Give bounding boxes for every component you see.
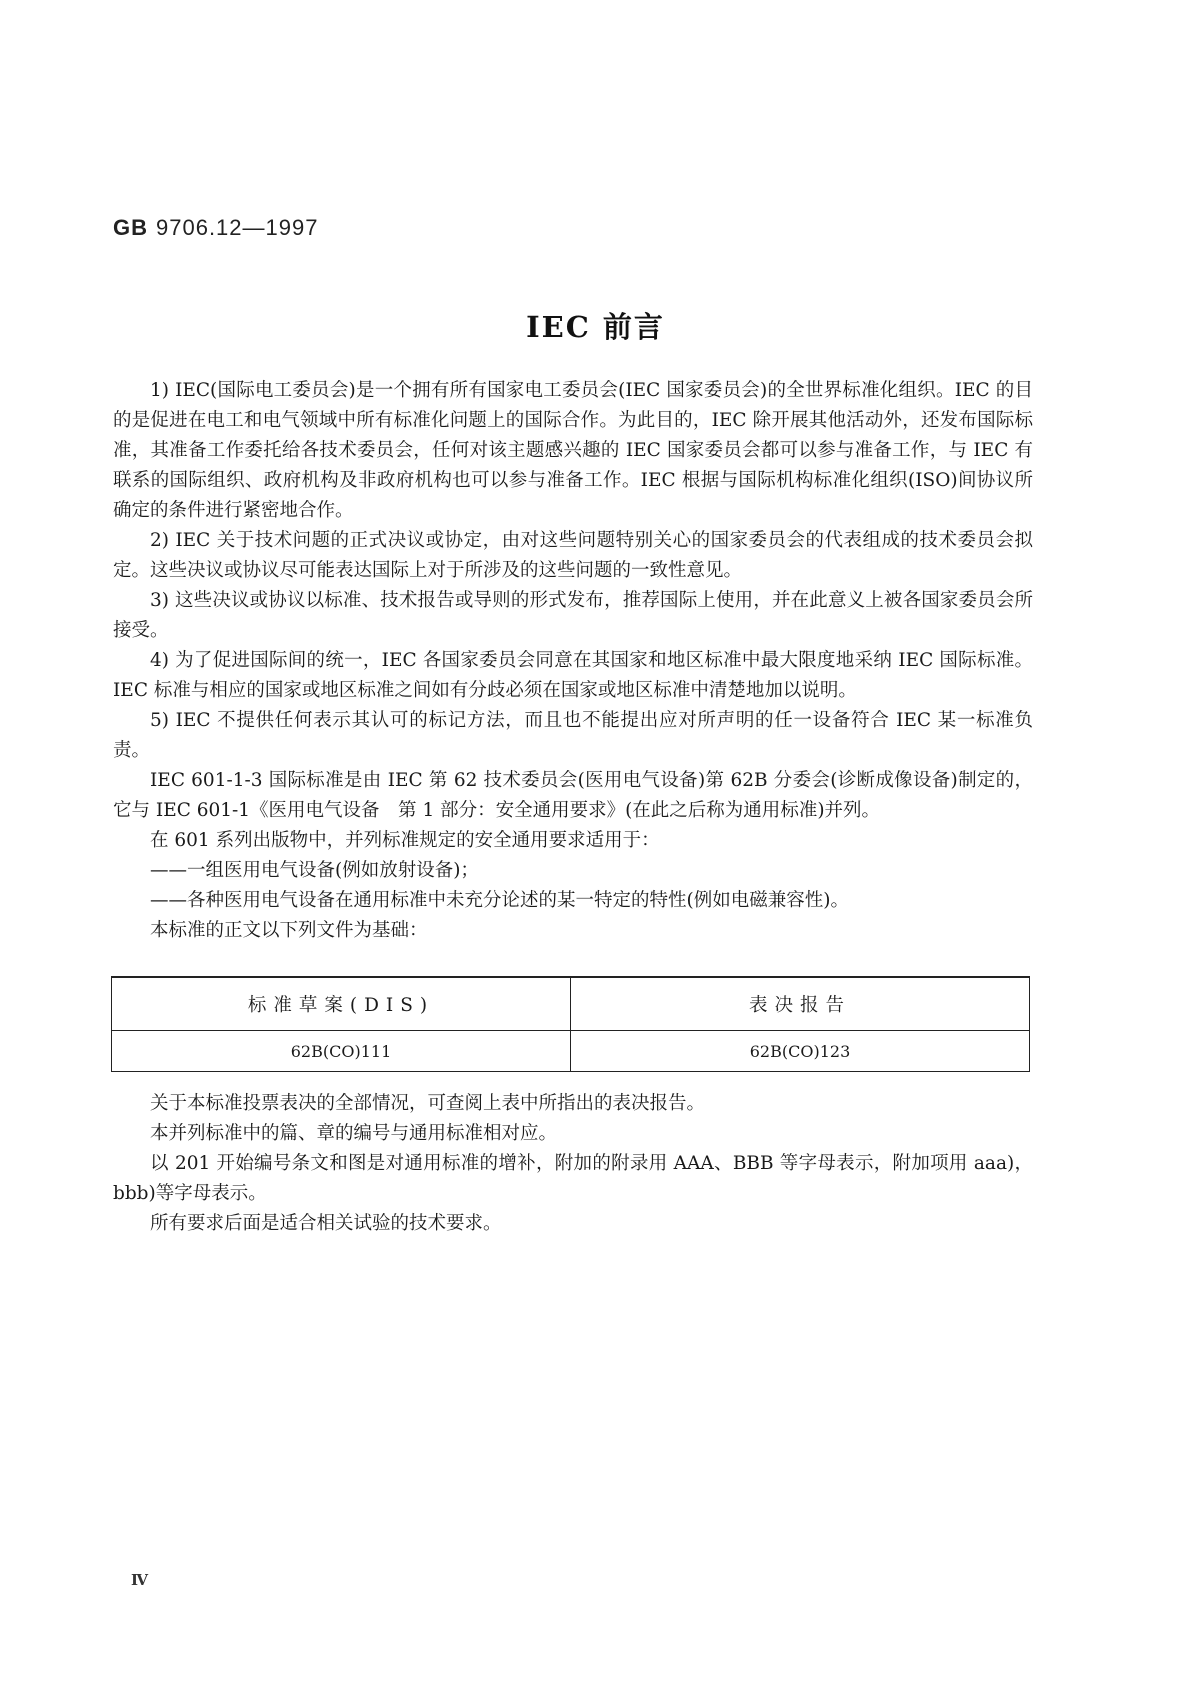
paragraph-3: 3) 这些决议或协议以标准、技术报告或导则的形式发布，推荐国际上使用，并在此意义上被各国家委员会所接受。 (113, 590, 1033, 641)
standard-number (113, 215, 318, 241)
table-cell-dis: 62B(CO)111 (112, 1031, 571, 1072)
paragraph-basis: 本标准的正文以下列文件为基础： (150, 920, 428, 941)
table-row (112, 1031, 1030, 1072)
note-voting: 关于本标准投票表决的全部情况，可查阅上表中所指出的表决报告。 (150, 1093, 706, 1114)
list-item-characteristic: ——各种医用电气设备在通用标准中未充分论述的某一特定的特性(例如电磁兼容性)。 (150, 890, 849, 911)
paragraph-5: 5) IEC 不提供任何表示其认可的标记方法，而且也不能提出应对所声明的任一设备符合 IEC 某一标准负责。 (113, 710, 1033, 761)
paragraph-1: 1) IEC(国际电工委员会)是一个拥有所有国家电工委员会(IEC 国家委员会)的全世界标准化组织。IEC 的目的是促进在电工和电气领域中所有标准化问题上的国际合作。为此目的，IEC 除开展其他活动外，还发布国际标准，其准备工作委托给各技术委员会，任何对该主题感兴趣的 IEC 国家委员会都可以参与准备工作，与 IEC 有联系的国际组织、政府机构及非政府机构也可以参与准备工作。IEC 根据与国际机构标准化组织(ISO)间协议所确定的条件进行紧密地合作。 (113, 380, 1033, 521)
page-number: Ⅳ (131, 1571, 149, 1589)
table-cell-report: 62B(CO)123 (571, 1031, 1030, 1072)
standard-code: 9706.12—1997 (156, 215, 319, 240)
note-additions: 以 201 开始编号条文和图是对通用标准的增补，附加的附录用 AAA、BBB 等字母表示，附加项用 aaa)，bbb)等字母表示。 (113, 1153, 1033, 1204)
paragraph-origin: IEC 601-1-3 国际标准是由 IEC 第 62 技术委员会(医用电气设备)第 62B 分委会(诊断成像设备)制定的，它与 IEC 601-1《医用电气设备 第 1 部分：安全通用要求》(在此之后称为通用标准)并列。 (113, 770, 1033, 821)
list-item-group: ——一组医用电气设备(例如放射设备)； (150, 860, 479, 881)
foreword-body (113, 376, 1033, 946)
paragraph-scope-intro: 在 601 系列出版物中，并列标准规定的安全通用要求适用于： (150, 830, 660, 851)
table-header-row (112, 977, 1030, 1031)
paragraph-2: 2) IEC 关于技术问题的正式决议或协定，由对这些问题特别关心的国家委员会的代表组成的技术委员会拟定。这些决议或协议尽可能表达国际上对于所涉及的这些问题的一致性意见。 (113, 530, 1033, 581)
basis-documents-table (111, 976, 1030, 1072)
table-header-dis: 标准草案(DIS) (112, 977, 571, 1031)
table-header-voting-report: 表决报告 (571, 977, 1030, 1031)
paragraph-4: 4) 为了促进国际间的统一，IEC 各国家委员会同意在其国家和地区标准中最大限度地采纳 IEC 国际标准。IEC 标准与相应的国家或地区标准之间如有分歧必须在国家或地区标准中清楚地加以说明。 (113, 650, 1033, 701)
page-title: IEC 前言 (526, 310, 665, 344)
note-requirements: 所有要求后面是适合相关试验的技术要求。 (150, 1213, 502, 1234)
note-numbering: 本并列标准中的篇、章的编号与通用标准相对应。 (150, 1123, 558, 1144)
foreword-notes (113, 1089, 1033, 1239)
standard-prefix: GB (113, 215, 148, 240)
